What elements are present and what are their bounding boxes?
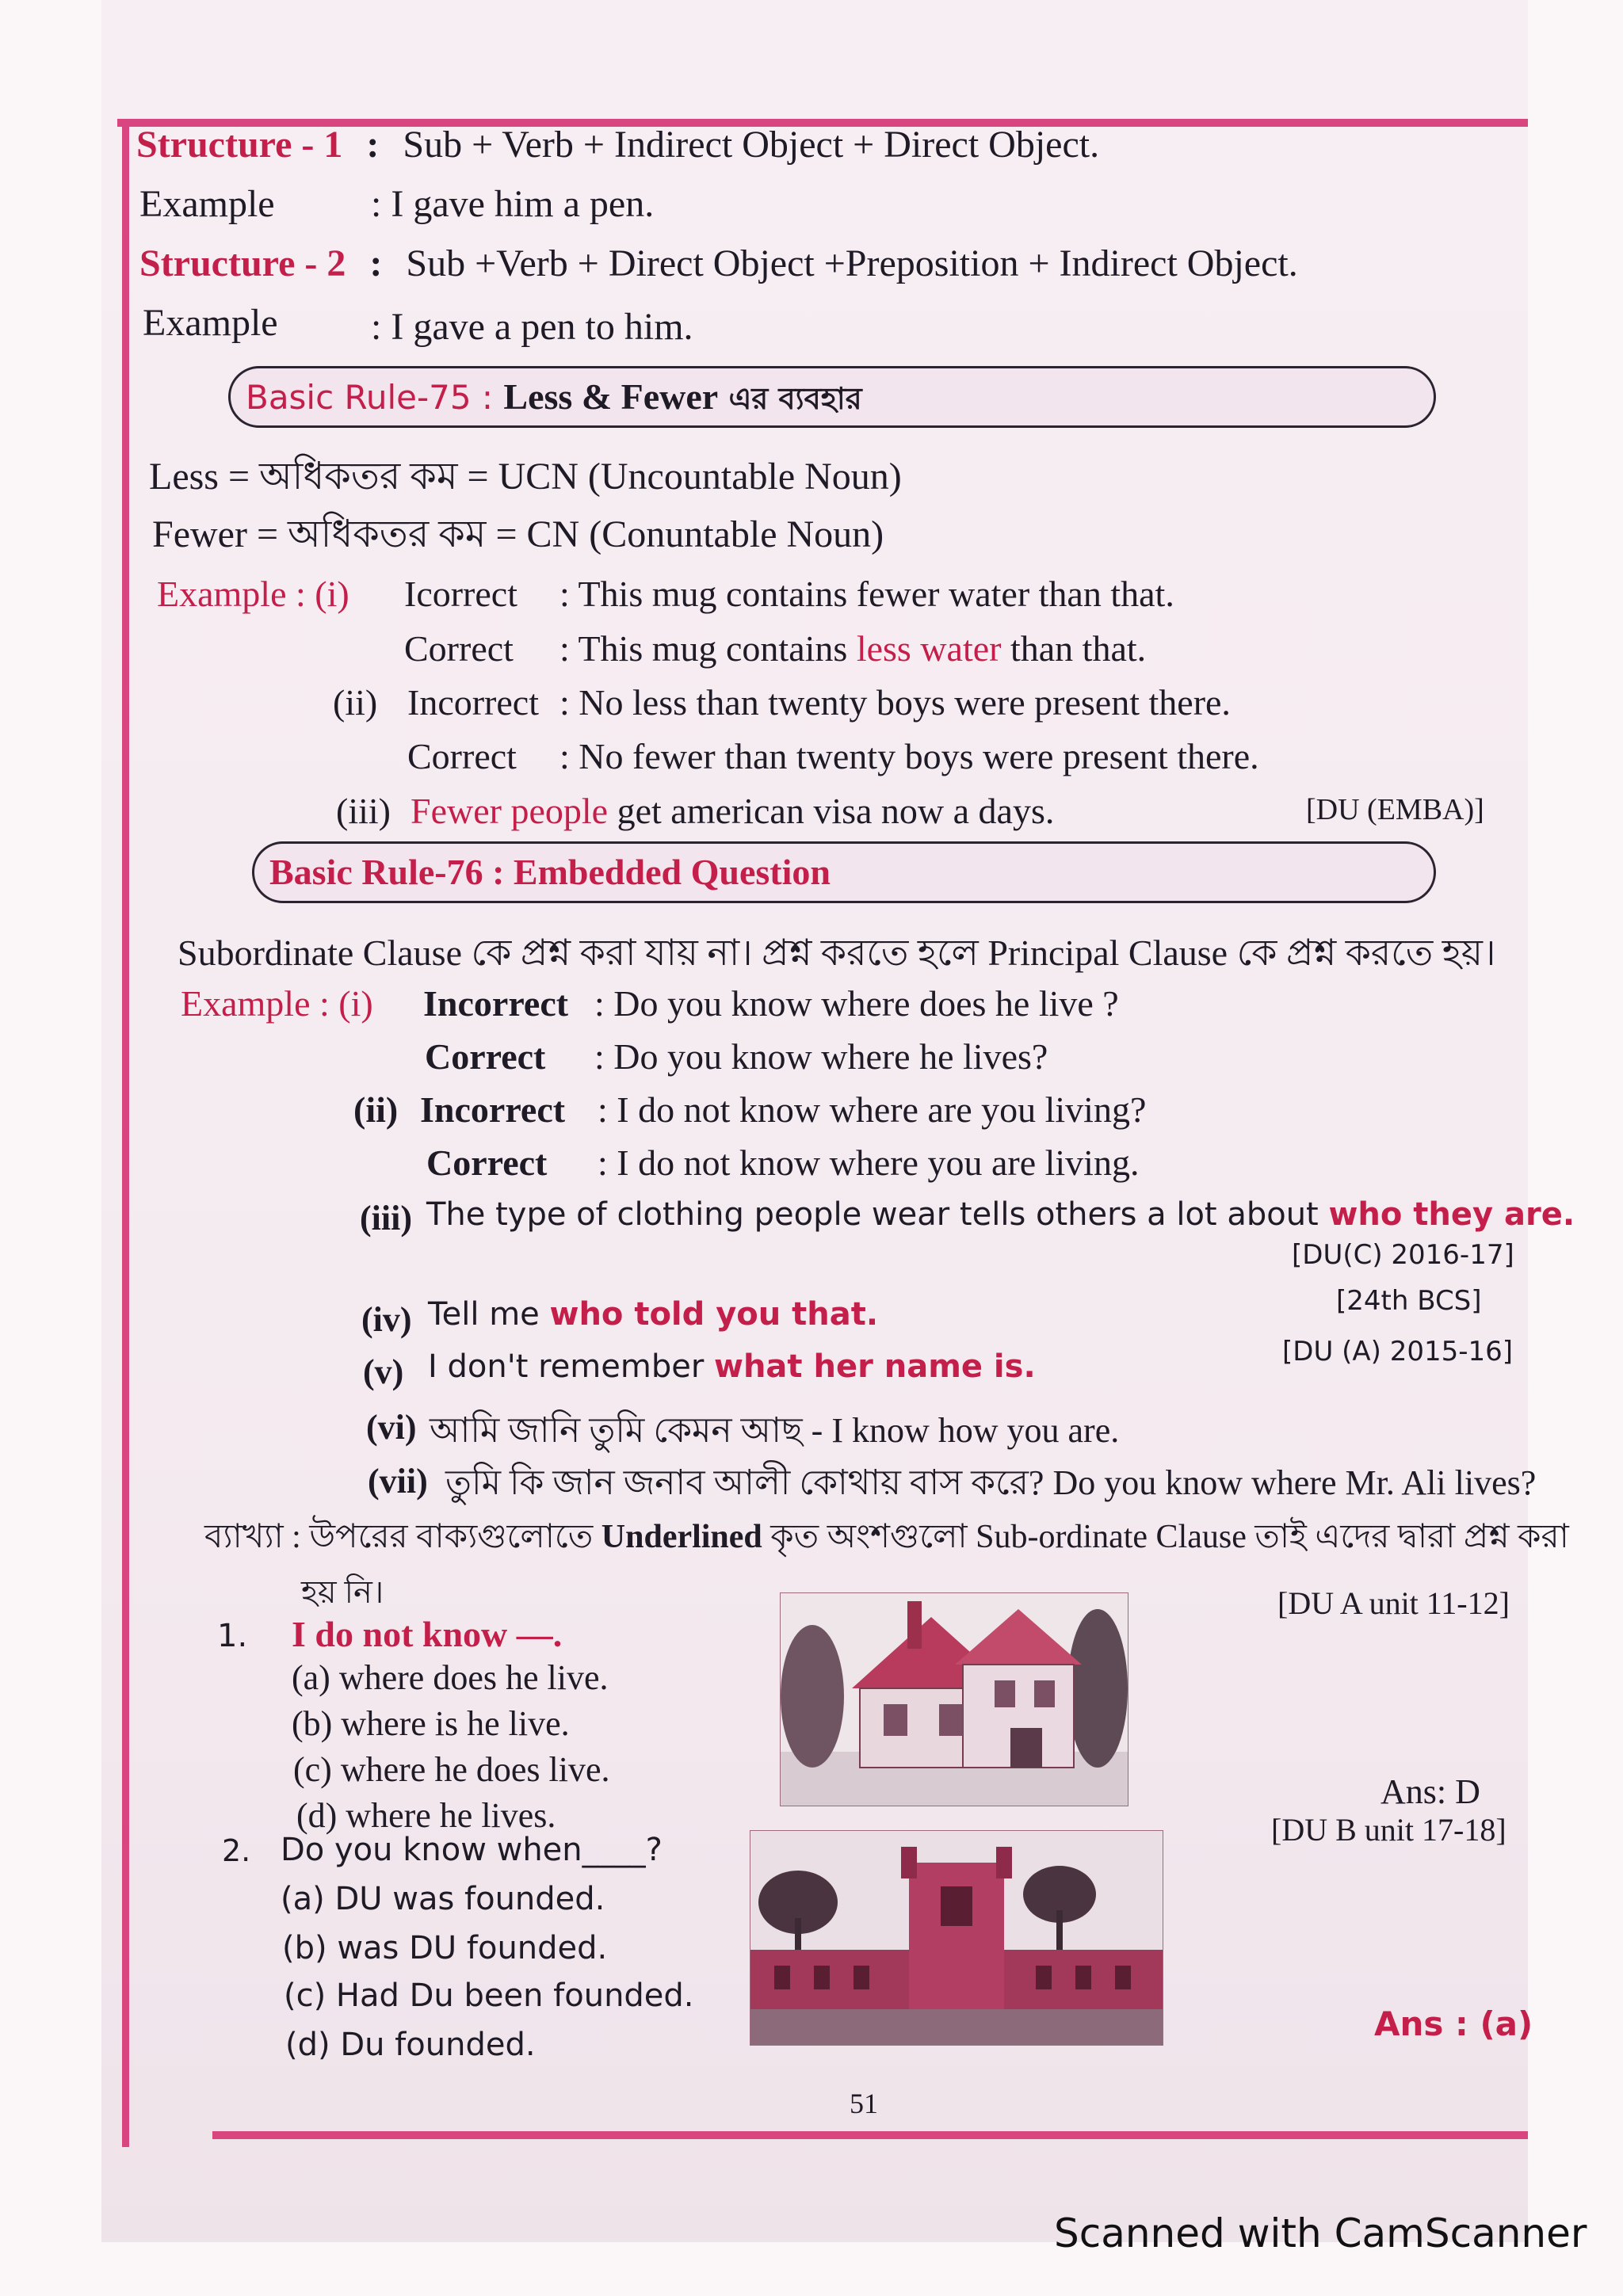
building-drawing xyxy=(750,1831,1163,2045)
explanation-line-1 xyxy=(204,1510,1569,1566)
q2-option-c: (c) Had Du been founded. xyxy=(284,1978,694,2014)
structure-2-label: Structure - 2 xyxy=(139,242,346,284)
q1-stem: I do not know —. xyxy=(292,1614,563,1654)
r76-intro: Subordinate Clause কে প্রশ্ন করা যায় না। প্রশ্ন করতে হলে Principal Clause কে প্রশ্ন করতে হয়। xyxy=(178,933,1496,973)
r76-v-highlight: what her name is. xyxy=(714,1348,1036,1385)
r76-ii-number: (ii) xyxy=(353,1089,399,1130)
house-illustration xyxy=(780,1592,1128,1806)
structure-2-text: Sub +Verb + Direct Object +Preposition + Indirect Object. xyxy=(406,242,1298,284)
less-definition: Less = অধিকতর কম = UCN (Uncountable Noun) xyxy=(149,456,902,498)
rule-75-heading xyxy=(246,376,862,426)
r76-iii-pre: The type of clothing people wear tells others a lot about xyxy=(426,1196,1329,1233)
r75-iii-highlight: Fewer people xyxy=(411,791,609,831)
q1-option-a: (a) where does he live. xyxy=(292,1658,609,1697)
r75-i-incorrect-text: : This mug contains fewer water than that. xyxy=(559,574,1174,614)
building-illustration xyxy=(750,1830,1163,2046)
r76-i-correct-text: : Do you know where he lives? xyxy=(594,1036,1048,1077)
r76-vi-number: (vi) xyxy=(366,1408,417,1447)
example-1-label: Example xyxy=(139,183,275,225)
structure-2-row xyxy=(139,242,1298,285)
fewer-definition: Fewer = অধিকতর কম = CN (Conuntable Noun) xyxy=(152,513,884,555)
r75-ii-number: (ii) xyxy=(333,682,378,723)
r75-i-correct-tag: Correct xyxy=(404,628,514,669)
r76-example-label: Example : (i) xyxy=(181,983,373,1024)
structure-1-label: Structure - 1 xyxy=(136,124,343,166)
q2-option-a: (a) DU was founded. xyxy=(281,1881,605,1917)
explanation-prefix: ব্যাখ্যা : উপরের বাক্যগুলোতে xyxy=(204,1519,601,1555)
q1-number: 1. xyxy=(217,1618,248,1654)
structure-2-colon: : xyxy=(369,242,383,284)
r76-iv-pre: Tell me xyxy=(428,1296,550,1333)
r75-i-incorrect-tag: Icorrect xyxy=(404,574,517,614)
structure-1-text: Sub + Verb + Indirect Object + Direct Object. xyxy=(403,124,1100,166)
r76-vii-text: তুমি কি জান জনাব আলী কোথায় বাস করে? Do you know where Mr. Ali lives? xyxy=(445,1463,1537,1502)
q1-reference: [DU A unit 11-12] xyxy=(1277,1585,1510,1621)
r76-v-reference: [DU (A) 2015-16] xyxy=(1282,1336,1514,1367)
r76-ii-correct-tag: Correct xyxy=(426,1142,548,1183)
r75-i-correct-pre: : This mug contains xyxy=(559,628,857,669)
rule-75-prefix: Basic Rule-75 : xyxy=(246,378,504,417)
structure-1-colon: : xyxy=(366,124,380,166)
r76-iv-number: (iv) xyxy=(361,1300,412,1339)
r75-iii-number: (iii) xyxy=(336,791,391,831)
rule-75-suffix: এর ব্যবহার xyxy=(718,381,862,416)
bottom-border xyxy=(212,2131,1528,2139)
structure-1-row xyxy=(136,123,1099,166)
r75-ii-correct-text: : No fewer than twenty boys were present there. xyxy=(559,736,1259,776)
q2-number: 2. xyxy=(222,1833,251,1868)
r75-ii-correct-tag: Correct xyxy=(407,736,517,776)
r76-v-number: (v) xyxy=(363,1352,404,1391)
q2-option-d: (d) Du founded. xyxy=(285,2027,536,2063)
explanation-suffix: কৃত অংশগুলো Sub-ordinate Clause তাই এদের দ্বারা প্রশ্ন করা xyxy=(762,1519,1569,1555)
r76-vii-number: (vii) xyxy=(368,1462,428,1501)
q2-reference: [DU B unit 17-18] xyxy=(1271,1812,1507,1848)
r75-ii-incorrect-text: : No less than twenty boys were present there. xyxy=(559,682,1231,723)
q1-option-d: (d) where he lives. xyxy=(296,1796,556,1835)
q1-option-b: (b) where is he live. xyxy=(292,1704,570,1743)
example-1-text: : I gave him a pen. xyxy=(371,183,655,225)
r76-iii-number: (iii) xyxy=(360,1199,412,1238)
q2-option-b: (b) was DU founded. xyxy=(282,1930,608,1966)
rule-75-title: Less & Fewer xyxy=(503,376,719,417)
explanation-underlined: Underlined xyxy=(601,1519,762,1555)
r75-iii-text xyxy=(411,790,1054,832)
r76-iv-reference: [24th BCS] xyxy=(1336,1285,1482,1317)
left-border xyxy=(122,119,129,2147)
r76-v-pre: I don't remember xyxy=(428,1348,714,1385)
r76-i-correct-tag: Correct xyxy=(425,1036,546,1077)
q2-answer: Ans : (a) xyxy=(1374,2004,1533,2043)
r76-iii-text xyxy=(426,1196,1575,1233)
r76-iii-reference: [DU(C) 2016-17] xyxy=(1292,1239,1514,1271)
q2-stem: Do you know when____? xyxy=(281,1832,663,1868)
rule-76-title: Basic Rule-76 : Embedded Question xyxy=(269,852,831,892)
r75-i-correct-post: than that. xyxy=(1001,628,1147,669)
page-number: 51 xyxy=(850,2088,878,2119)
r76-iii-highlight: who they are. xyxy=(1328,1196,1575,1233)
explanation-line-2: হয় নি। xyxy=(301,1574,384,1610)
r75-ii-incorrect-tag: Incorrect xyxy=(407,682,539,723)
r76-ii-incorrect-text: : I do not know where are you living? xyxy=(598,1089,1147,1130)
house-drawing xyxy=(781,1593,1128,1806)
q1-option-c: (c) where he does live. xyxy=(293,1750,610,1789)
r75-iii-reference: [DU (EMBA)] xyxy=(1306,793,1484,826)
scanner-watermark: Scanned with CamScanner xyxy=(1054,2210,1587,2256)
r75-example-label: Example : (i) xyxy=(157,574,349,614)
r75-i-correct-highlight: less water xyxy=(856,628,1002,669)
example-2-label: Example xyxy=(143,302,278,344)
r76-iv-text xyxy=(428,1296,878,1333)
r76-i-incorrect-tag: Incorrect xyxy=(423,983,569,1024)
r76-iv-highlight: who told you that. xyxy=(549,1296,879,1333)
page-sheet xyxy=(101,0,1575,2242)
r75-i-correct-text xyxy=(559,627,1146,669)
q1-answer: Ans: D xyxy=(1381,1772,1480,1811)
r76-i-incorrect-text: : Do you know where does he live ? xyxy=(594,983,1119,1024)
example-2-text: : I gave a pen to him. xyxy=(371,306,693,348)
r76-ii-correct-text: : I do not know where you are living. xyxy=(598,1142,1140,1183)
r76-vi-text: আমি জানি তুমি কেমন আছ - I know how you are. xyxy=(430,1411,1120,1450)
r75-iii-post: get american visa now a days. xyxy=(608,791,1055,831)
r76-ii-incorrect-tag: Incorrect xyxy=(420,1089,566,1130)
r76-v-text xyxy=(428,1348,1036,1385)
